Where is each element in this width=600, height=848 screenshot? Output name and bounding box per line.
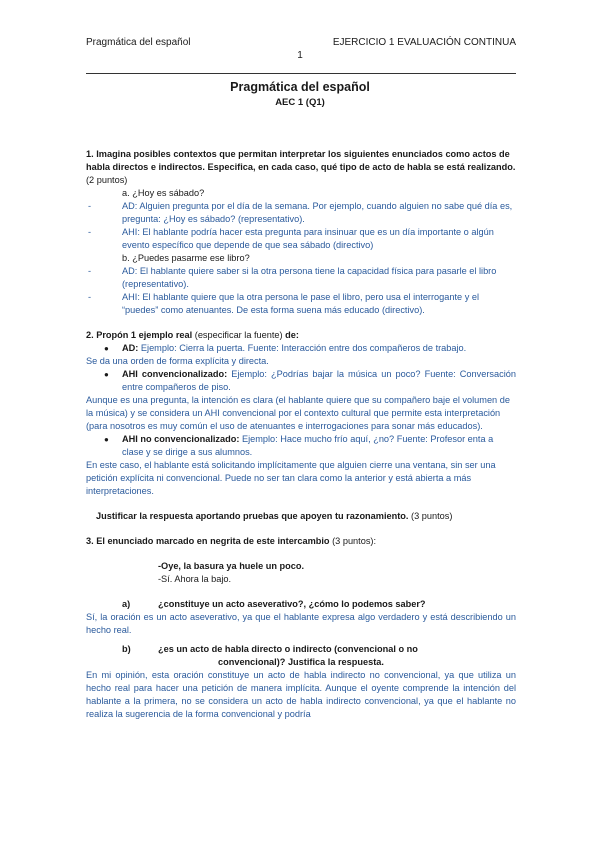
question-1-points: (2 puntos) <box>86 175 128 185</box>
q1-item-b-label: b. ¿Puedes pasarme ese libro? <box>122 253 250 263</box>
q2-justify-bold: Justificar la respuesta aportando pruebas que apoyen tu razonamiento. <box>96 511 409 521</box>
document-body <box>86 148 516 721</box>
bullet-icon: ● <box>104 370 109 379</box>
q1-a-ahi-answer <box>86 226 516 252</box>
q1-item-a-label: a. ¿Hoy es sábado? <box>122 188 205 198</box>
q2-ahin-explanation: En este caso, el hablante está solicitando implícitamente que alguien cierre una ventana, sin ser una petición explícita ni convencional. Puede no ser tan clara como la anterior y está abierta a más interpretaciones. <box>86 460 496 496</box>
q2-ahin-text: Ejemplo: Hace mucho frío aquí, ¿no? Fuente: Profesor enta a clase y se dirige a sus alumnos. <box>122 434 494 457</box>
q2-justify-instruction <box>86 510 516 523</box>
q1-b-ahi-text: AHI: El hablante quiere que la otra persona le pase el libro, pero usa el interrogante y el “puedes” como atenuantes. De esta forma suena más educado (directivo). <box>122 292 480 315</box>
q1-a-ad-answer <box>86 200 516 226</box>
q3-b-question-line2: convencional)? Justifica la respuesta. <box>218 657 384 667</box>
q2-ahic-item <box>86 368 516 394</box>
q2-ad-explanation: Se da una orden de forma explícita y directa. <box>86 356 269 366</box>
q2-ad-text: Ejemplo: Cierra la puerta. Fuente: Interacción entre dos compañeros de trabajo. <box>140 343 467 353</box>
q3-a-answer: Sí, la oración es un acto aseverativo, ya que el hablante expresa algo verdadero y está describiendo un hecho real. <box>86 612 516 635</box>
dash-marker: - <box>88 227 92 237</box>
q3-subquestion-a <box>86 598 516 611</box>
question-1-text: Imagina posibles contextos que permitan interpretar los siguientes enunciados como actos de habla directos e indirectos. Especifica, en cada caso, qué tipo de acto de habla se está realizando. <box>86 149 516 172</box>
q2-ad-item <box>86 342 516 355</box>
q2-ahin-item <box>86 433 516 459</box>
header-rule <box>86 73 516 74</box>
document-title: Pragmática del español <box>230 80 370 94</box>
header-exercise-title: EJERCICIO 1 EVALUACIÓN CONTINUA <box>332 37 516 48</box>
q2-ahic-text: Ejemplo: ¿Podrías bajar la música un poco? Fuente: Conversación entre compañeros de piso. <box>122 369 516 392</box>
q3-dialogue-line-2: -Sí. Ahora la bajo. <box>158 574 232 584</box>
question-1 <box>86 148 516 187</box>
q2-ad-label: AD: <box>122 343 139 353</box>
question-3-points: (3 puntos): <box>332 536 377 546</box>
question-2-heading-end: de: <box>285 330 299 340</box>
q3-subquestion-b <box>86 643 516 656</box>
spacer <box>86 523 516 535</box>
document-subtitle: AEC 1 (Q1) <box>275 97 325 108</box>
spacer <box>86 586 516 598</box>
question-1-number: 1. <box>86 149 94 159</box>
q2-ahic-explanation: Aunque es una pregunta, la intención es clara (el hablante quiere que su compañero baje el volumen de la música) y se considera un AHI convencional por el contexto cultural que permite esta interpretación (para nosotros es muy común el uso de atenuantes e interrogaciones para sonar más educados). <box>86 395 510 431</box>
q1-a-ad-text: AD: Alguien pregunta por el día de la semana. Por ejemplo, cuando alguien no sabe qué día es, pregunta: ¿Hoy es sábado? (representativo). <box>122 201 513 224</box>
q2-ahin-label: AHI no convencionalizado: <box>122 434 240 444</box>
question-2-heading-source: (especificar la fuente) <box>194 330 283 340</box>
question-3-heading <box>86 535 516 548</box>
dash-marker: - <box>88 292 92 302</box>
q1-b-ahi-answer <box>86 291 516 317</box>
spacer <box>86 498 516 510</box>
q2-justify-points: (3 puntos) <box>411 511 453 521</box>
header-course-title: Pragmática del español <box>86 37 191 48</box>
q2-ahic-label: AHI convencionalizado: <box>122 369 228 379</box>
q3-dialogue-line-1: -Oye, la basura ya huele un poco. <box>158 561 305 571</box>
q1-b-ad-answer <box>86 265 516 291</box>
q1-b-ad-text: AD: El hablante quiere saber si la otra persona tiene la capacidad física para pasarle el libro (representativo). <box>122 266 497 289</box>
q3-a-question: ¿constituye un acto aseverativo?, ¿cómo lo podemos saber? <box>158 599 426 609</box>
question-2-heading <box>86 329 516 342</box>
bullet-icon: ● <box>104 344 109 353</box>
q3-a-marker: a) <box>122 599 131 609</box>
question-2-heading-bold: 2. Propón 1 ejemplo real <box>86 330 193 340</box>
q3-b-answer: En mi opinión, esta oración constituye un acto de habla indirecto no convencional, ya que utiliza un hecho real para hacer una petición de manera implícita. Aunque el oyente comprende la intención del hablante a la primera, no se considera un acto de habla indirecto convencional, ya que el hablante no realiza la sugerencia de la forma convencional y podría <box>86 670 516 719</box>
q3-b-question-line1: ¿es un acto de habla directo o indirecto (convencional o no <box>158 644 418 654</box>
dash-marker: - <box>88 266 92 276</box>
q1-a-ahi-text: AHI: El hablante podría hacer esta pregunta para insinuar que es un día importante o algún evento específico que depende de que sea sábado (directivo) <box>122 227 494 250</box>
dash-marker: - <box>88 201 92 211</box>
q3-b-marker: b) <box>122 644 131 654</box>
spacer <box>86 548 516 560</box>
bullet-icon: ● <box>104 435 109 444</box>
question-3-heading-bold: 3. El enunciado marcado en negrita de este intercambio <box>86 536 330 546</box>
spacer <box>86 317 516 329</box>
page-number: 1 <box>297 50 303 61</box>
